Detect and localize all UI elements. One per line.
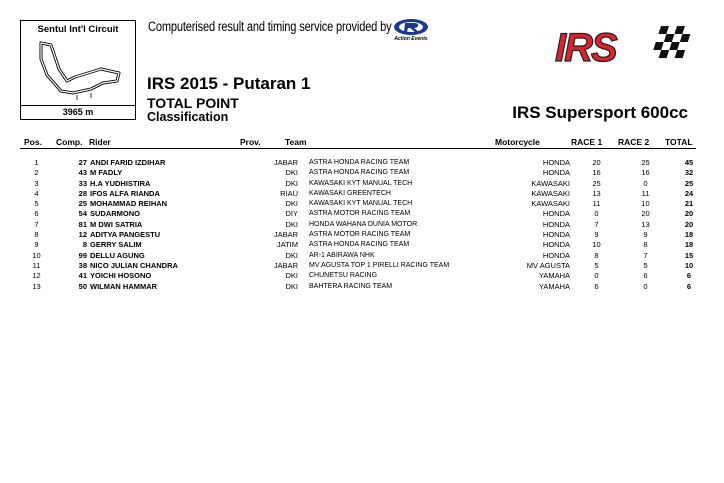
result-pos: 10 xyxy=(32,250,41,260)
result-motorcycle: YAMAHA xyxy=(538,281,570,291)
result-province: DKI xyxy=(285,178,298,188)
result-total-points: 21 xyxy=(684,199,694,209)
column-header-rider: Rider xyxy=(89,137,111,147)
result-total-points: 45 xyxy=(684,158,694,167)
result-province: DKI xyxy=(285,281,298,291)
column-header-comp: Comp. xyxy=(56,137,83,147)
result-race1-points: 13 xyxy=(592,188,601,198)
result-comp-number: 33 xyxy=(78,178,87,188)
result-pos: 3 xyxy=(34,178,39,188)
result-race1-points: 20 xyxy=(592,158,601,167)
header-divider xyxy=(20,148,696,149)
result-motorcycle: HONDA xyxy=(542,240,570,250)
result-province: JABAR xyxy=(273,230,298,240)
result-comp-number: 54 xyxy=(78,209,87,219)
result-pos: 2 xyxy=(34,168,39,178)
result-motorcycle: HONDA xyxy=(542,250,570,260)
results-table xyxy=(20,158,710,292)
result-comp-number: 28 xyxy=(78,188,87,198)
result-comp-number: 12 xyxy=(78,230,87,240)
result-race2-points: 16 xyxy=(641,168,650,178)
result-race1-points: 7 xyxy=(594,219,599,229)
result-comp-number: 43 xyxy=(78,168,87,178)
result-pos: 5 xyxy=(34,199,39,209)
result-pos: 7 xyxy=(34,219,39,229)
result-comp-number: 99 xyxy=(78,250,87,260)
result-motorcycle: HONDA xyxy=(542,230,570,240)
result-rider: GERRY SALIM xyxy=(90,240,142,250)
result-total-points: 20 xyxy=(684,219,694,229)
result-comp-number: 38 xyxy=(78,260,87,270)
table-row xyxy=(20,189,710,199)
result-pos: 12 xyxy=(32,271,41,281)
result-race2-points: 9 xyxy=(643,230,648,240)
result-rider: NICO JULIAN CHANDRA xyxy=(90,260,178,270)
irs-series-logo xyxy=(553,24,703,66)
result-rider: H.A YUDHISTIRA xyxy=(90,178,151,188)
result-total-points: 20 xyxy=(684,209,694,219)
result-province: DKI xyxy=(285,219,298,229)
result-province: JABAR xyxy=(273,260,298,270)
column-header-prov: Prov. xyxy=(240,137,261,147)
result-motorcycle: KAWASAKI xyxy=(531,178,570,188)
result-comp-number: 41 xyxy=(78,271,87,281)
result-race2-points: 25 xyxy=(641,158,650,167)
result-race2-points: 5 xyxy=(643,260,648,270)
event-title: IRS 2015 - Putaran 1 xyxy=(147,74,311,93)
table-row xyxy=(20,168,710,178)
result-race2-points: 0 xyxy=(643,281,648,291)
result-province: DKI xyxy=(285,168,298,178)
table-row xyxy=(20,271,710,281)
result-motorcycle: HONDA xyxy=(542,219,570,229)
result-total-points: 10 xyxy=(684,260,694,270)
result-race1-points: 10 xyxy=(592,240,601,250)
result-province: DKI xyxy=(285,250,298,260)
table-row xyxy=(20,179,710,189)
table-row xyxy=(20,251,710,261)
result-province: JATIM xyxy=(276,240,298,250)
result-total-points: 32 xyxy=(684,168,694,178)
result-comp-number: 8 xyxy=(82,240,87,250)
result-province: JABAR xyxy=(273,158,298,167)
result-race2-points: 20 xyxy=(641,209,650,219)
column-header-motorcycle: Motorcycle xyxy=(495,137,540,147)
result-race2-points: 11 xyxy=(641,188,650,198)
result-race2-points: 13 xyxy=(641,219,650,229)
result-total-points: 6 xyxy=(686,271,692,281)
result-motorcycle: HONDA xyxy=(542,158,570,167)
result-pos: 13 xyxy=(32,281,41,291)
result-race1-points: 0 xyxy=(594,209,599,219)
circuit-map-icon xyxy=(21,35,135,107)
result-total-points: 18 xyxy=(684,230,694,240)
result-total-points: 25 xyxy=(684,178,694,188)
column-header-race2: RACE 2 xyxy=(618,137,650,147)
result-race1-points: 6 xyxy=(594,281,599,291)
result-race2-points: 0 xyxy=(643,178,648,188)
column-header-team: Team xyxy=(285,137,307,147)
result-total-points: 15 xyxy=(684,250,694,260)
result-rider: MOHAMMAD REIHAN xyxy=(90,199,168,209)
result-rider: ADITYA PANGESTU xyxy=(90,230,161,240)
result-pos: 11 xyxy=(32,260,41,270)
result-province: RIAU xyxy=(280,188,298,198)
result-team: CHUNETSU RACING xyxy=(309,272,378,280)
result-race2-points: 7 xyxy=(643,250,648,260)
result-team: AR-1 ABIRAWA NHK xyxy=(309,251,375,259)
timing-provider-logo xyxy=(392,18,430,42)
result-comp-number: 27 xyxy=(78,158,87,167)
classification-label: Classification xyxy=(147,110,229,124)
table-row xyxy=(20,230,710,240)
irs-logo-text: IRS xyxy=(555,26,616,66)
result-team: ASTRA HONDA RACING TEAM xyxy=(309,241,410,249)
table-row xyxy=(20,199,710,209)
result-race2-points: 6 xyxy=(643,271,648,281)
result-comp-number: 81 xyxy=(78,219,87,229)
result-pos: 4 xyxy=(34,188,39,198)
result-rider: M DWI SATRIA xyxy=(90,219,143,229)
result-race1-points: 0 xyxy=(594,271,599,281)
result-team: KAWASAKI KYT MANUAL TECH xyxy=(309,200,413,208)
column-header-pos: Pos. xyxy=(24,137,42,147)
results-body xyxy=(20,158,710,292)
table-row xyxy=(20,209,710,219)
result-rider: IFOS ALFA RIANDA xyxy=(90,188,160,198)
result-motorcycle: MV AGUSTA xyxy=(526,260,570,270)
result-race2-points: 10 xyxy=(641,199,650,209)
table-row xyxy=(20,220,710,230)
column-header-race1: RACE 1 xyxy=(571,137,603,147)
result-rider: DELLU AGUNG xyxy=(90,250,145,260)
column-header-total: TOTAL xyxy=(665,137,693,147)
result-rider: SUDARMONO xyxy=(90,209,140,219)
table-row xyxy=(20,282,710,292)
result-rider: WILMAN HAMMAR xyxy=(90,281,158,291)
result-pos: 6 xyxy=(34,209,39,219)
result-province: DKI xyxy=(285,271,298,281)
result-province: DKI xyxy=(285,199,298,209)
result-race1-points: 25 xyxy=(592,178,601,188)
result-rider: ANDI FARID IZDIHAR xyxy=(90,158,166,167)
table-row xyxy=(20,240,710,250)
table-row xyxy=(20,158,710,168)
result-total-points: 18 xyxy=(684,240,694,250)
event-subtitle: TOTAL POINT xyxy=(147,95,239,111)
result-team: KAWASAKI KYT MANUAL TECH xyxy=(309,179,413,187)
result-race1-points: 16 xyxy=(592,168,601,178)
result-motorcycle: KAWASAKI xyxy=(531,188,570,198)
result-pos: 8 xyxy=(34,230,39,240)
result-total-points: 6 xyxy=(686,281,692,291)
result-pos: 1 xyxy=(34,158,39,167)
race-class-name: IRS Supersport 600cc xyxy=(512,103,688,122)
result-team: ASTRA HONDA RACING TEAM xyxy=(309,169,410,177)
circuit-length: 3965 m xyxy=(21,105,135,119)
result-pos: 9 xyxy=(34,240,39,250)
result-race2-points: 8 xyxy=(643,240,648,250)
result-team: HONDA WAHANA DUNIA MOTOR xyxy=(309,220,418,228)
result-team: BAHTERA RACING TEAM xyxy=(309,282,393,290)
timing-service-text: Computerised result and timing service provided by xyxy=(148,19,392,34)
result-team: ASTRA MOTOR RACING TEAM xyxy=(309,231,411,239)
result-race1-points: 8 xyxy=(594,250,599,260)
result-motorcycle: HONDA xyxy=(542,209,570,219)
result-comp-number: 50 xyxy=(78,281,87,291)
result-team: ASTRA MOTOR RACING TEAM xyxy=(309,210,411,218)
table-row xyxy=(20,261,710,271)
result-team: KAWASAKI GREENTECH xyxy=(309,189,391,197)
result-race1-points: 5 xyxy=(594,260,599,270)
result-race1-points: 11 xyxy=(592,199,601,209)
result-motorcycle: YAMAHA xyxy=(538,271,570,281)
result-rider: YOICHI HOSONO xyxy=(90,271,152,281)
circuit-info-box xyxy=(20,20,136,120)
result-province: DIY xyxy=(285,209,298,219)
result-total-points: 24 xyxy=(684,188,694,198)
result-rider: M FADLY xyxy=(90,168,123,178)
result-team: MV AGUSTA TOP 1 PIRELLI RACING TEAM xyxy=(309,261,450,269)
result-team: ASTRA HONDA RACING TEAM xyxy=(309,159,410,166)
circuit-name: Sentul Int'l Circuit xyxy=(37,24,119,35)
timing-provider-logo-text: Action Events xyxy=(394,36,428,42)
result-motorcycle: HONDA xyxy=(542,168,570,178)
result-motorcycle: KAWASAKI xyxy=(531,199,570,209)
result-race1-points: 9 xyxy=(594,230,599,240)
result-comp-number: 25 xyxy=(78,199,87,209)
